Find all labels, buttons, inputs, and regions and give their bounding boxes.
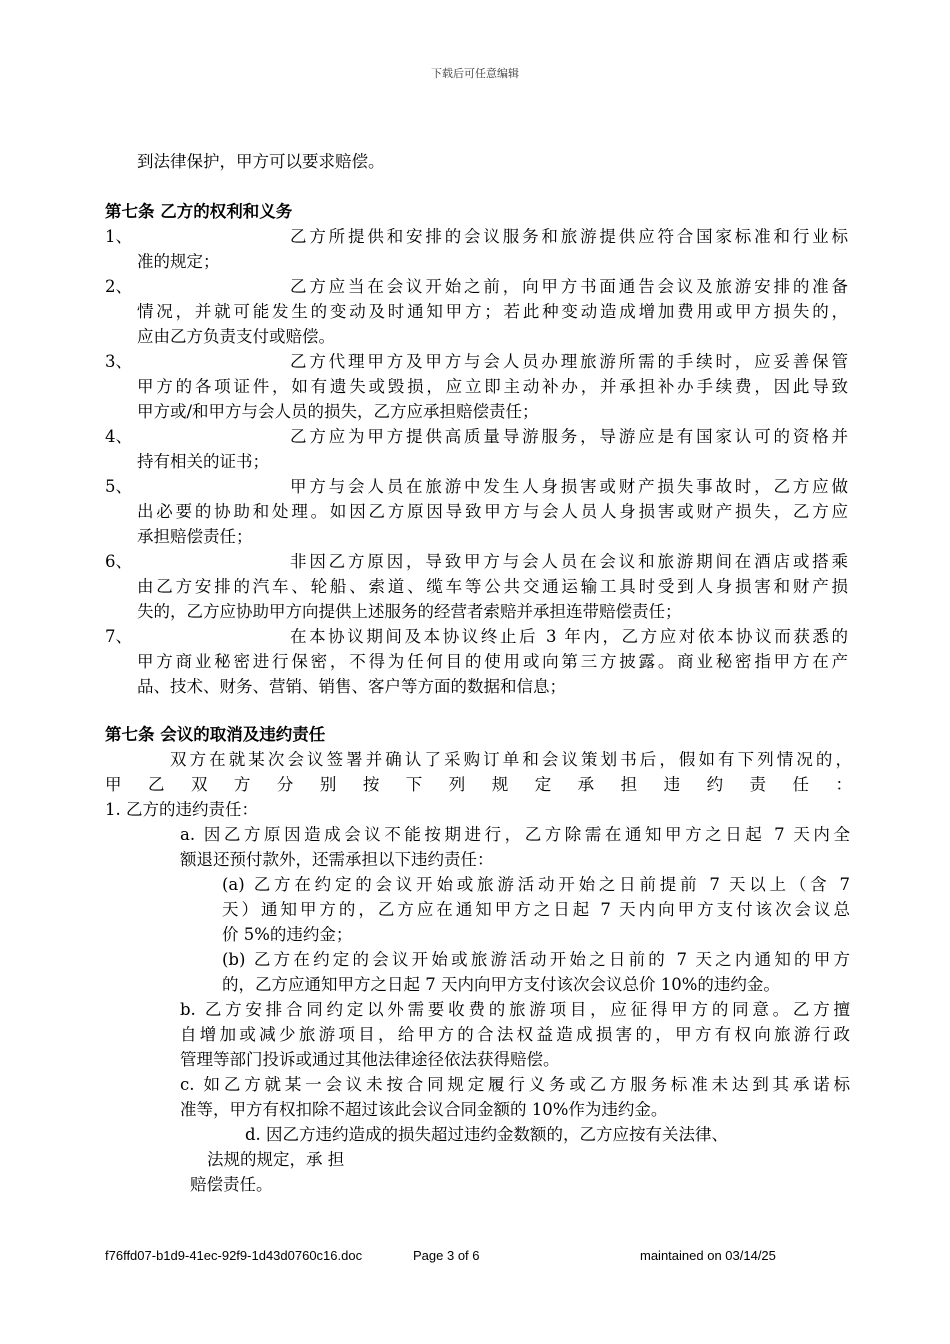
clause-line: 管理等部门投诉或通过其他法律途径依法获得赔偿。	[180, 1050, 560, 1069]
item-text-line: 甲方的各项证件，如有遗失或毁损，应立即主动补办，并承担补办手续费，因此导致	[137, 377, 848, 396]
item-number: 6、	[105, 552, 132, 571]
item-text-line: 情况，并就可能发生的变动及时通知甲方；若此种变动造成增加费用或甲方损失的，	[137, 302, 848, 321]
item-number: 3、	[105, 352, 132, 371]
item-text-line: 乙方所提供和安排的会议服务和旅游提供应符合国家标准和行业标	[290, 227, 848, 246]
item-text-line: 甲方或/和甲方与会人员的损失，乙方应承担赔偿责任；	[137, 402, 539, 421]
paragraph-line: 双方在就某次会议签署并确认了采购订单和会议策划书后，假如有下列情况的，	[170, 750, 852, 769]
item-text-line: 承担赔偿责任；	[137, 527, 253, 546]
item-number: 5、	[105, 477, 132, 496]
subclause-line: 价 5%的违约金；	[222, 925, 353, 944]
clause-line: c. 如乙方就某一会议未按合同规定履行义务或乙方服务标准未达到其承诺标	[180, 1075, 850, 1094]
subclause-line: 天）通知甲方的，乙方应在通知甲方之日起 7 天内向甲方支付该次会议总	[222, 900, 850, 919]
paragraph-line: 甲乙双方分别按下列规定承担违约责任：	[105, 775, 852, 794]
item-text-line: 失的，乙方应协助甲方向提供上述服务的经营者索赔并承担连带赔偿责任；	[137, 602, 682, 621]
item-text-line: 非因乙方原因，导致甲方与会人员在会议和旅游期间在酒店或搭乘	[290, 552, 848, 571]
clause-line: 准等，甲方有权扣除不超过该此会议合同金额的 10%作为违约金。	[180, 1100, 668, 1119]
item-text-line: 准的规定；	[137, 252, 220, 271]
item-number: 7、	[105, 627, 132, 646]
section-title: 第七条 会议的取消及违约责任	[105, 725, 326, 744]
subclause-line: (b) 乙方在约定的会议开始或旅游活动开始之日前的 7 天之内通知的甲方	[222, 950, 850, 969]
item-text-line: 乙方代理甲方及甲方与会人员办理旅游所需的手续时，应妥善保管	[290, 352, 848, 371]
clause-line: b. 乙方安排合同约定以外需要收费的旅游项目，应征得甲方的同意。乙方擅	[180, 1000, 850, 1019]
subclause-line: (a) 乙方在约定的会议开始或旅游活动开始之日前提前 7 天以上（含 7	[222, 875, 850, 894]
clause-line: 自增加或减少旅游项目，给甲方的合法权益造成损害的，甲方有权向旅游行政	[180, 1025, 850, 1044]
page-header: 下载后可任意编辑	[431, 67, 519, 80]
item-text-line: 在本协议期间及本协议终止后 3 年内，乙方应对依本协议而获悉的	[290, 627, 848, 646]
item-text-line: 乙方应为甲方提供高质量导游服务，导游应是有国家认可的资格并	[290, 427, 848, 446]
intro-line: 到法律保护，甲方可以要求赔偿。	[137, 152, 385, 171]
subclause-line: 的，乙方应通知甲方之日起 7 天内向甲方支付该次会议总价 10%的违约金。	[222, 975, 780, 994]
item-text-line: 乙方应当在会议开始之前，向甲方书面通告会议及旅游安排的准备	[290, 277, 848, 296]
footer-maintained-date: maintained on 03/14/25	[640, 1248, 776, 1263]
footer-filename: f76ffd07-b1d9-41ec-92f9-1d43d0760c16.doc	[105, 1248, 363, 1263]
item-number: 2、	[105, 277, 132, 296]
item-text-line: 甲方与会人员在旅游中发生人身损害或财产损失事故时，乙方应做	[290, 477, 848, 496]
clause-line: 赔偿责任。	[190, 1175, 273, 1194]
item-number: 1、	[105, 227, 132, 246]
clause-line: 法规的规定，承 担	[207, 1150, 345, 1169]
subsection-title: 1. 乙方的违约责任：	[105, 800, 258, 819]
item-text-line: 由乙方安排的汽车、轮船、索道、缆车等公共交通运输工具时受到人身损害和财产损	[137, 577, 848, 596]
section-title: 第七条 乙方的权利和义务	[105, 202, 293, 221]
item-text-line: 品、技术、财务、营销、销售、客户等方面的数据和信息；	[137, 677, 566, 696]
clause-line: 额退还预付款外，还需承担以下违约责任：	[180, 850, 494, 869]
item-text-line: 持有相关的证书；	[137, 452, 269, 471]
clause-line: a. 因乙方原因造成会议不能按期进行，乙方除需在通知甲方之日起 7 天内全	[180, 825, 850, 844]
item-text-line: 应由乙方负责支付或赔偿。	[137, 327, 335, 346]
footer-page-number: Page 3 of 6	[413, 1248, 480, 1263]
item-text-line: 甲方商业秘密进行保密，不得为任何目的使用或向第三方披露。商业秘密指甲方在产	[137, 652, 848, 671]
item-number: 4、	[105, 427, 132, 446]
item-text-line: 出必要的协助和处理。如因乙方原因导致甲方与会人员人身损害或财产损失，乙方应	[137, 502, 848, 521]
clause-line: d. 因乙方违约造成的损失超过违约金数额的，乙方应按有关法律、	[245, 1125, 729, 1144]
